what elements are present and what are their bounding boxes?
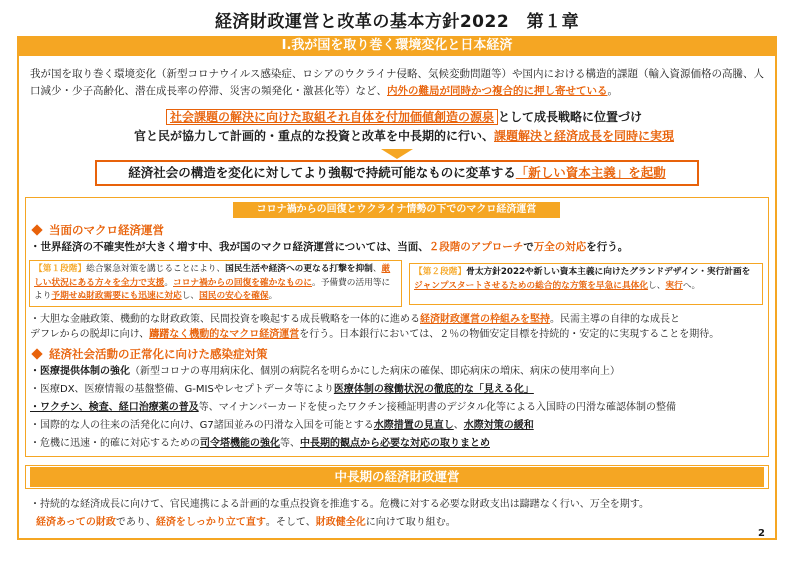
approach-mid: で — [523, 241, 534, 253]
strategy-line-2 — [104, 127, 704, 146]
approach-highlight-2: 万全の対応 — [533, 241, 587, 253]
intro-text: 我が国を取り巻く環境変化（新型コロナウイルス感染症、ロシアのウクライナ侵略、気候変動問題等）や国内における構造的課題（輸入資源価格の高騰、人口減少・少子高齢化、潜在成長率の停滞、災害の頻発化・激甚化等）など、 — [30, 68, 765, 97]
macro-sub-banner: コロナ禍からの回復とウクライナ情勢の下でのマクロ経済運営 — [233, 202, 560, 218]
covid-item-3-bold: ・ワクチン、検査、経口治療薬の普及 — [30, 402, 199, 413]
mid-line-1: ・持続的な経済成長に向けて、官民連携による計画的な重点投資を推進する。危機に対する必要な財政支出は躊躇なく行い、万全を期す。 — [30, 499, 649, 510]
covid-heading — [33, 346, 268, 362]
stage-1-box — [29, 260, 402, 307]
mid-hl-2: 経済をしっかり立て直す — [155, 517, 266, 528]
page-title: 経済財政運営と改革の基本方針2022 第１章 — [214, 12, 580, 32]
covid-item-1-bold: ・医療提供体制の強化 — [30, 366, 130, 377]
intro-end: 。 — [607, 85, 618, 97]
mid-hl-1: 経済あっての財政 — [36, 517, 116, 528]
stage-2-end: へ。 — [682, 280, 701, 291]
page-number: 2 — [758, 528, 765, 539]
stage-2-box — [409, 263, 763, 305]
strategy-line1-rest: として成長戦略に位置づけ — [498, 110, 643, 124]
mid-text-3: に向けて取り組む。 — [365, 517, 456, 528]
covid-heading-text: 経済社会活動の正常化に向けた感染症対策 — [49, 347, 268, 361]
covid-item-3 — [30, 401, 676, 415]
policy-text-b: 。民需主導の自律的な成長と — [550, 314, 680, 325]
stage-1-text: 総合緊急対策を講じることにより、 — [86, 264, 226, 274]
mid-hl-3: 財政健全化 — [315, 517, 366, 528]
strategy-line-1 — [104, 108, 704, 127]
covid-item-3-text: 等、マイナンバーカードを使ったワクチン接種証明書のデジタル化等による入国時の円滑な確認体制の整備 — [198, 402, 677, 413]
covid-item-2-bold: 医療体制の稼働状況の徹底的な「見える化」 — [333, 384, 534, 395]
stage-2-sep: し、 — [648, 280, 666, 291]
stage-1-hl-1: 厳しい状況にある方々を全力で支援 — [34, 264, 391, 288]
stage-1-sep-4: し、 — [181, 291, 200, 301]
mid-text-1: であり、 — [115, 517, 156, 528]
policy-hl-2: 躊躇なく機動的なマクロ経済運営 — [149, 329, 300, 340]
covid-item-4-bold-1: 水際措置の見直し — [373, 420, 454, 431]
intro-paragraph — [30, 66, 765, 100]
covid-item-5 — [30, 437, 490, 451]
covid-item-1-text: （新型コロナの専用病床化、個別の病院名を明らかにした病床の確保、即応病床の増床、病床の使用率向上） — [130, 366, 620, 377]
diamond-icon — [31, 224, 42, 235]
macro-policy-line-1 — [30, 313, 680, 327]
covid-item-4-text: ・国際的な人の往来の活発化に向け、G7諸国並みの円滑な入国を可能とする — [30, 420, 374, 431]
covid-item-1 — [30, 365, 620, 379]
macro-heading — [33, 222, 164, 238]
covid-item-5-bold-2: 中長期的観点から必要な対応の取りまとめ — [300, 438, 490, 449]
mid-text-2: 。そして、 — [265, 517, 316, 528]
stage-1-bold: 国民生活や経済への更なる打撃を抑制 — [225, 264, 373, 274]
strategy-line2-highlight: 課題解決と経済成長を同時に実現 — [494, 129, 675, 143]
covid-item-4-sep: 、 — [453, 420, 464, 431]
stage-1-sep-2: 。 — [164, 277, 173, 288]
covid-item-5-bold-1: 司令塔機能の強化 — [200, 438, 280, 449]
intro-highlight: 内外の難局が同時かつ複合的に押し寄せている — [387, 85, 608, 97]
policy-text-c: デフレからの脱却に向け、 — [30, 329, 150, 340]
stage-1-hl-3: 予期せぬ財政需要にも迅速に対応 — [51, 291, 182, 301]
stage-2-hl: ジャンプスタートさせるための総合的な方策を早急に具体化 — [414, 280, 649, 291]
down-arrow-icon — [381, 149, 413, 159]
strategy-boxed-text: 社会課題の解決に向けた取組それ自体を付加価値創造の源泉 — [166, 109, 498, 125]
stage-1-sep: 、 — [372, 264, 382, 274]
macro-policy-line-2 — [30, 328, 719, 342]
stage-1-sep-3: 。 — [312, 277, 321, 288]
stage-2-text: 骨太方針2022や新しい資本主義に向けたグランドデザイン・実行計画を — [466, 267, 751, 277]
diamond-icon — [31, 348, 42, 359]
stage-2-hl-2: 実行 — [665, 280, 683, 291]
transform-text: 経済社会の構造を変化に対してより強靱で持続可能なものに変革する — [128, 165, 516, 180]
covid-item-4-bold-2: 水際対策の緩和 — [463, 420, 534, 431]
approach-highlight-1: ２段階のアプローチ — [428, 241, 524, 253]
section-banner: Ⅰ.我が国を取り巻く環境変化と日本経済 — [17, 36, 777, 56]
strategy-line2-text: 官と民が協力して計画的・重点的な投資と改革を中長期的に行い、 — [133, 129, 494, 143]
covid-item-4 — [30, 419, 534, 433]
macro-heading-text: 当面のマクロ経済運営 — [49, 223, 164, 237]
policy-hl-1: 経済財政運営の枠組みを堅持 — [420, 314, 550, 325]
covid-item-2 — [30, 383, 534, 397]
transform-highlight: 「新しい資本主義」を起動 — [515, 165, 666, 180]
approach-text: ・世界経済の不確実性が大きく増す中、我が国のマクロ経済運営については、当面、 — [30, 241, 429, 253]
mid-line-2 — [36, 516, 456, 530]
covid-item-2-text: ・医療DX、医療情報の基盤整備、G-MISやレセプトデータ等により — [30, 384, 334, 395]
stage-1-hl-2: コロナ禍からの回復を確かなものに — [173, 277, 312, 288]
policy-text-d: を行う。日本銀行においては、２％の物価安定目標を持続的・安定的に実現することを期待。 — [299, 329, 720, 340]
policy-text-a: ・大胆な金融政策、機動的な財政政策、民間投資を喚起する成長戦略を一体的に進める — [30, 314, 420, 325]
stage-1-text-2: 予備費の活用等により — [34, 277, 391, 301]
covid-item-5-sep: 等、 — [280, 438, 300, 449]
approach-end: を行う。 — [586, 241, 629, 253]
stage-1-label: 【第１段階】 — [34, 264, 87, 274]
macro-approach-line — [30, 240, 628, 254]
strategy-statement — [104, 108, 704, 146]
stage-1-hl-4: 国民の安心を確保 — [199, 291, 269, 301]
stage-1-end: 。 — [268, 291, 278, 301]
transform-statement — [95, 160, 699, 186]
mid-banner: 中長期の経済財政運営 — [30, 467, 764, 487]
stage-2-label: 【第２段階】 — [414, 267, 467, 277]
covid-item-5-text: ・危機に迅速・的確に対応するための — [30, 438, 200, 449]
